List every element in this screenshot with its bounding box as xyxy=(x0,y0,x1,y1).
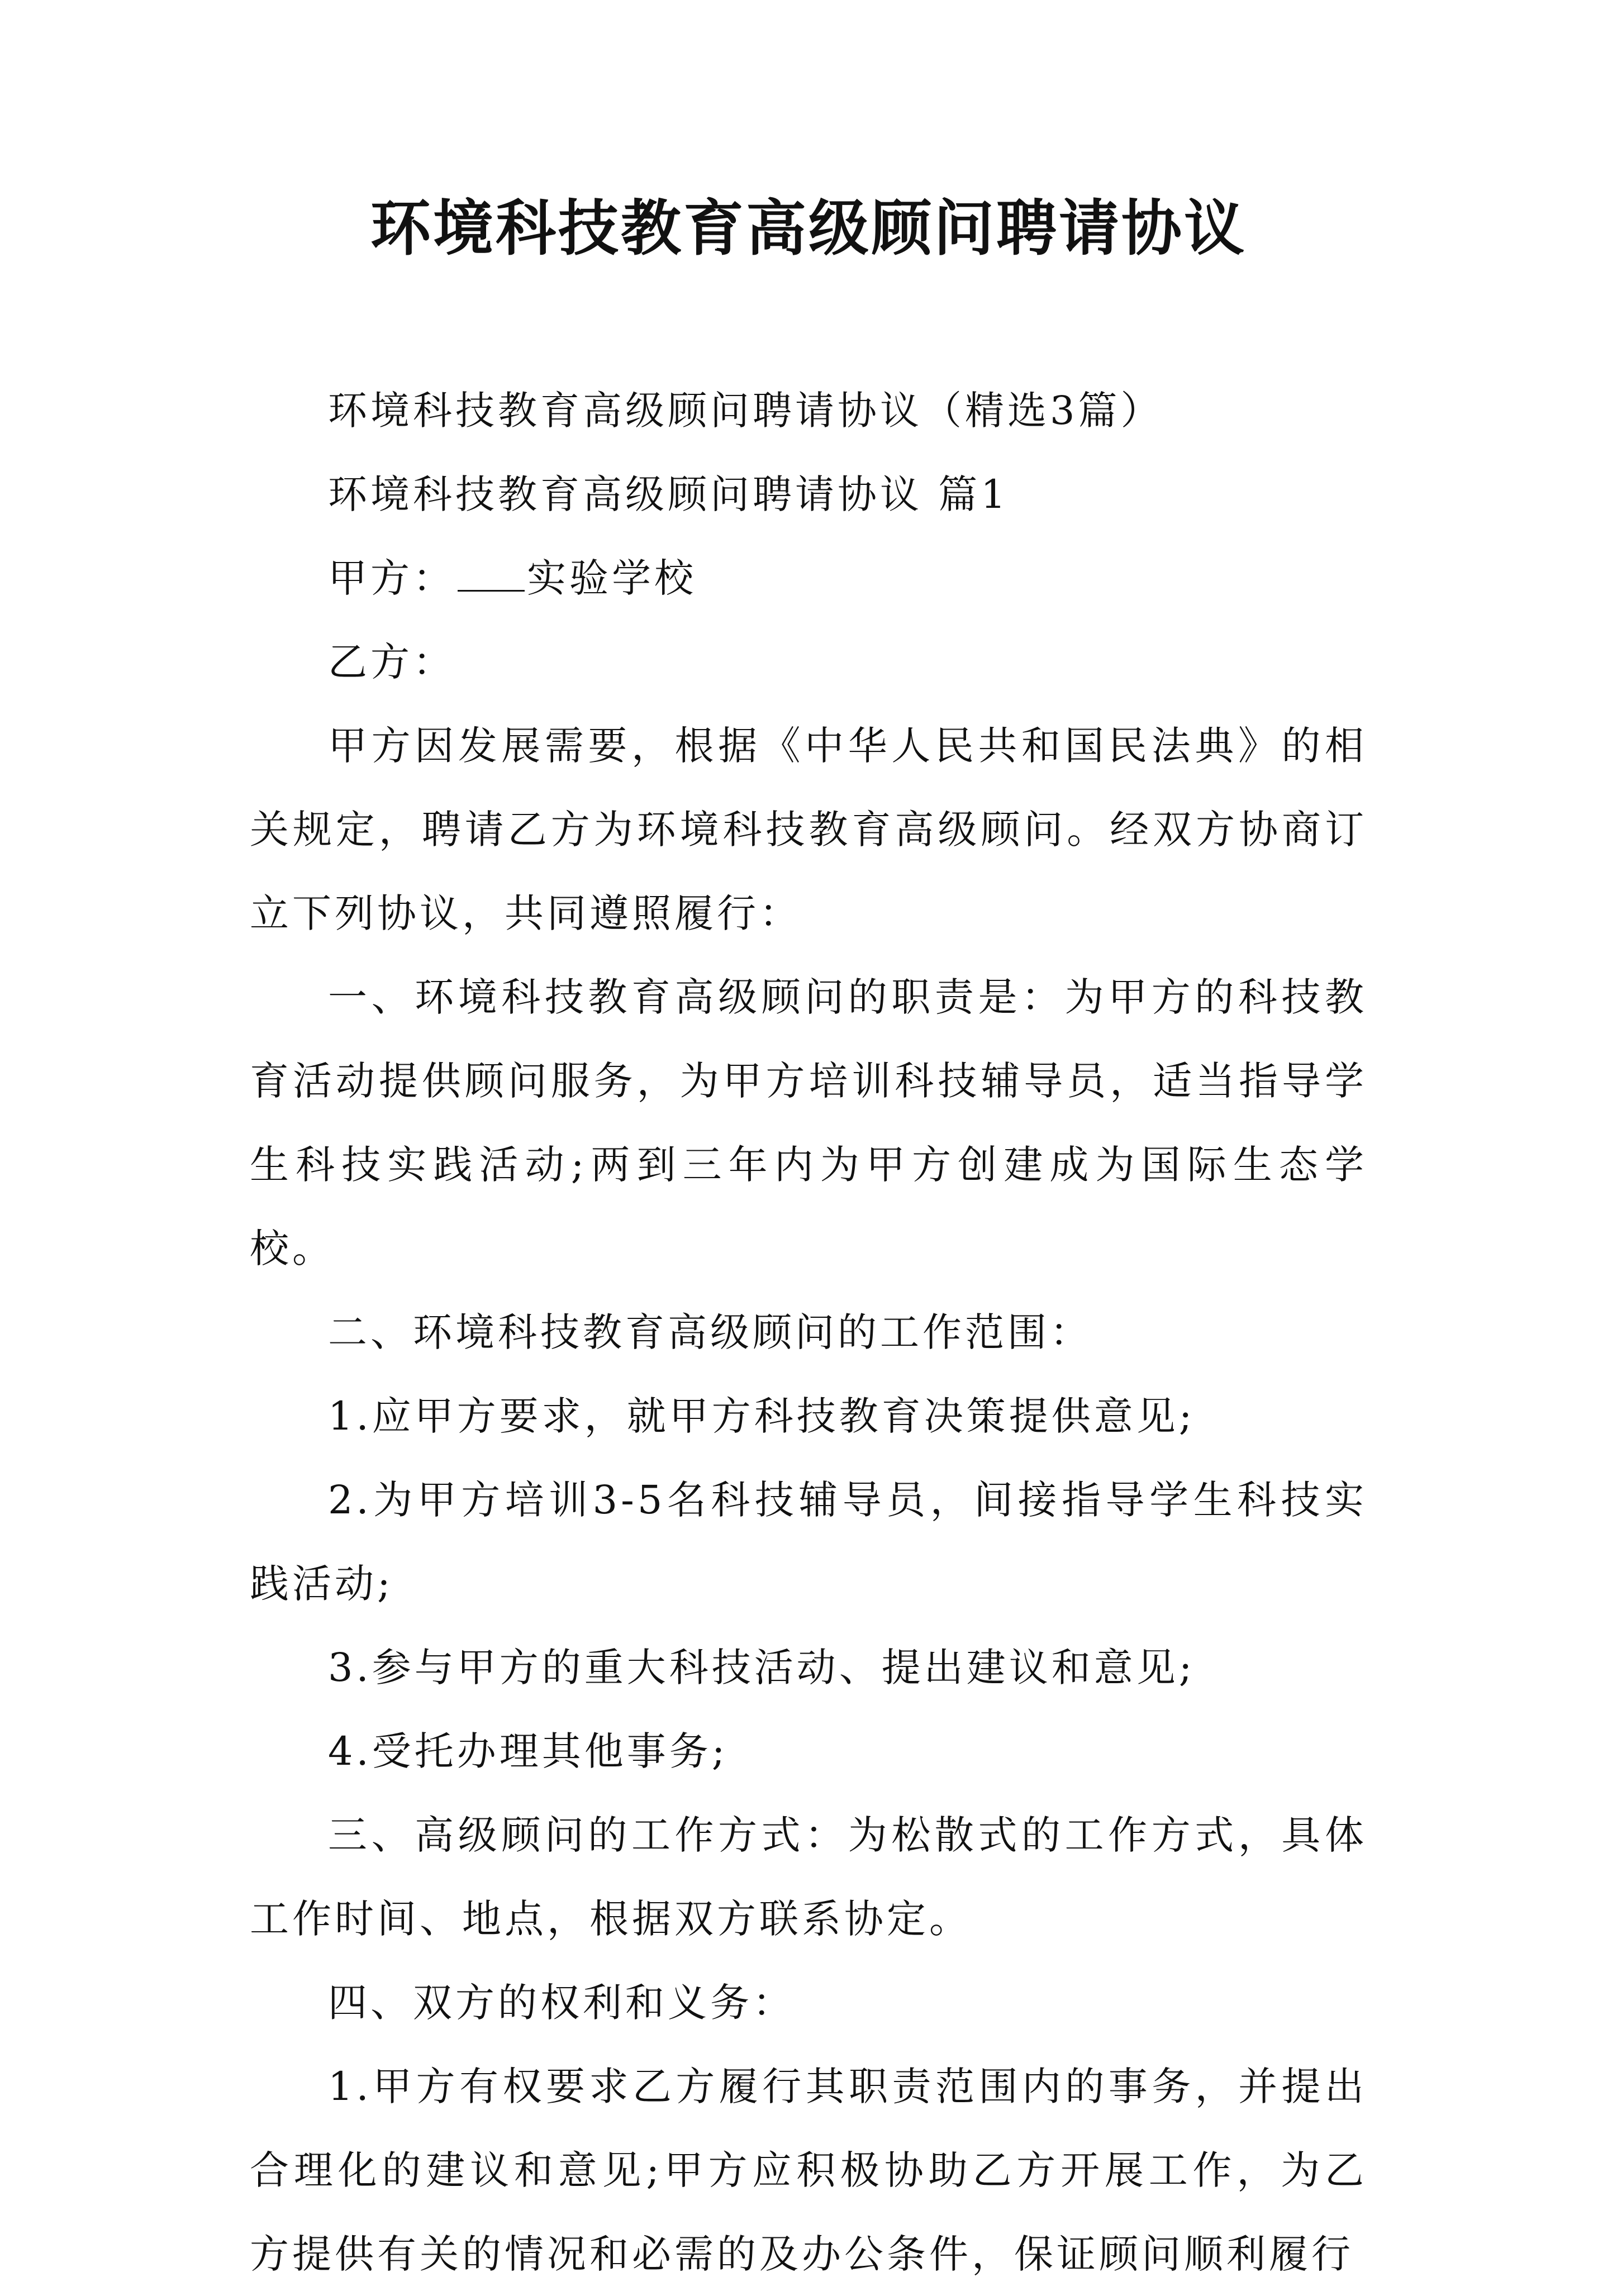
paragraph-clause-4-item-1: 1.甲方有权要求乙方履行其职责范围内的事务，并提出合理化的建议和意见;甲方应积极协助乙方开展工作，为乙方提供有关的情况和必需的及办公条件，保证顾问顺利履行 xyxy=(250,2064,1367,2277)
paragraph-clause-2-item-3: 3.参与甲方的重大科技活动、提出建议和意见; xyxy=(328,1645,1196,1690)
paragraph-clause-2: 二、环境科技教育高级顾问的工作范围： xyxy=(328,1309,1092,1355)
document-body xyxy=(250,369,1367,2296)
party-a-value: 实验学校 xyxy=(527,555,697,601)
paragraph-clause-2-item-1: 1.应甲方要求，就甲方科技教育决策提供意见; xyxy=(328,1393,1196,1439)
paragraph-clause-2-item-4: 4.受托办理其他事务; xyxy=(328,1728,729,1774)
party-a-blank-line xyxy=(458,556,525,592)
paragraph-preamble: 甲方因发展需要，根据《中华人民共和国民法典》的相关规定，聘请乙方为环境科技教育高级顾问。经双方协商订立下列协议，共同遵照履行： xyxy=(250,723,1367,936)
paragraph-clause-3: 三、高级顾问的工作方式：为松散式的工作方式，具体工作时间、地点，根据双方联系协定。 xyxy=(250,1812,1367,1942)
paragraph-party-a xyxy=(250,536,1367,620)
party-a-label: 甲方： xyxy=(328,555,455,601)
paragraph-party-b: 乙方： xyxy=(328,639,455,685)
paragraph-clause-1: 一、环境科技教育高级顾问的职责是：为甲方的科技教育活动提供顾问服务，为甲方培训科技辅导员，适当指导学生科技实践活动;两到三年内为甲方创建成为国际生态学校。 xyxy=(250,974,1367,1271)
paragraph-clause-4: 四、双方的权利和义务： xyxy=(328,1980,795,2026)
paragraph-section-heading: 环境科技教育高级顾问聘请协议 篇1 xyxy=(328,471,1009,517)
document-title: 环境科技教育高级顾问聘请协议 xyxy=(370,194,1247,264)
paragraph-clause-2-item-2: 2.为甲方培训3-5名科技辅导员，间接指导学生科技实践活动; xyxy=(250,1477,1367,1607)
paragraph-collection-title: 环境科技教育高级顾问聘请协议（精选3篇） xyxy=(328,388,1163,434)
